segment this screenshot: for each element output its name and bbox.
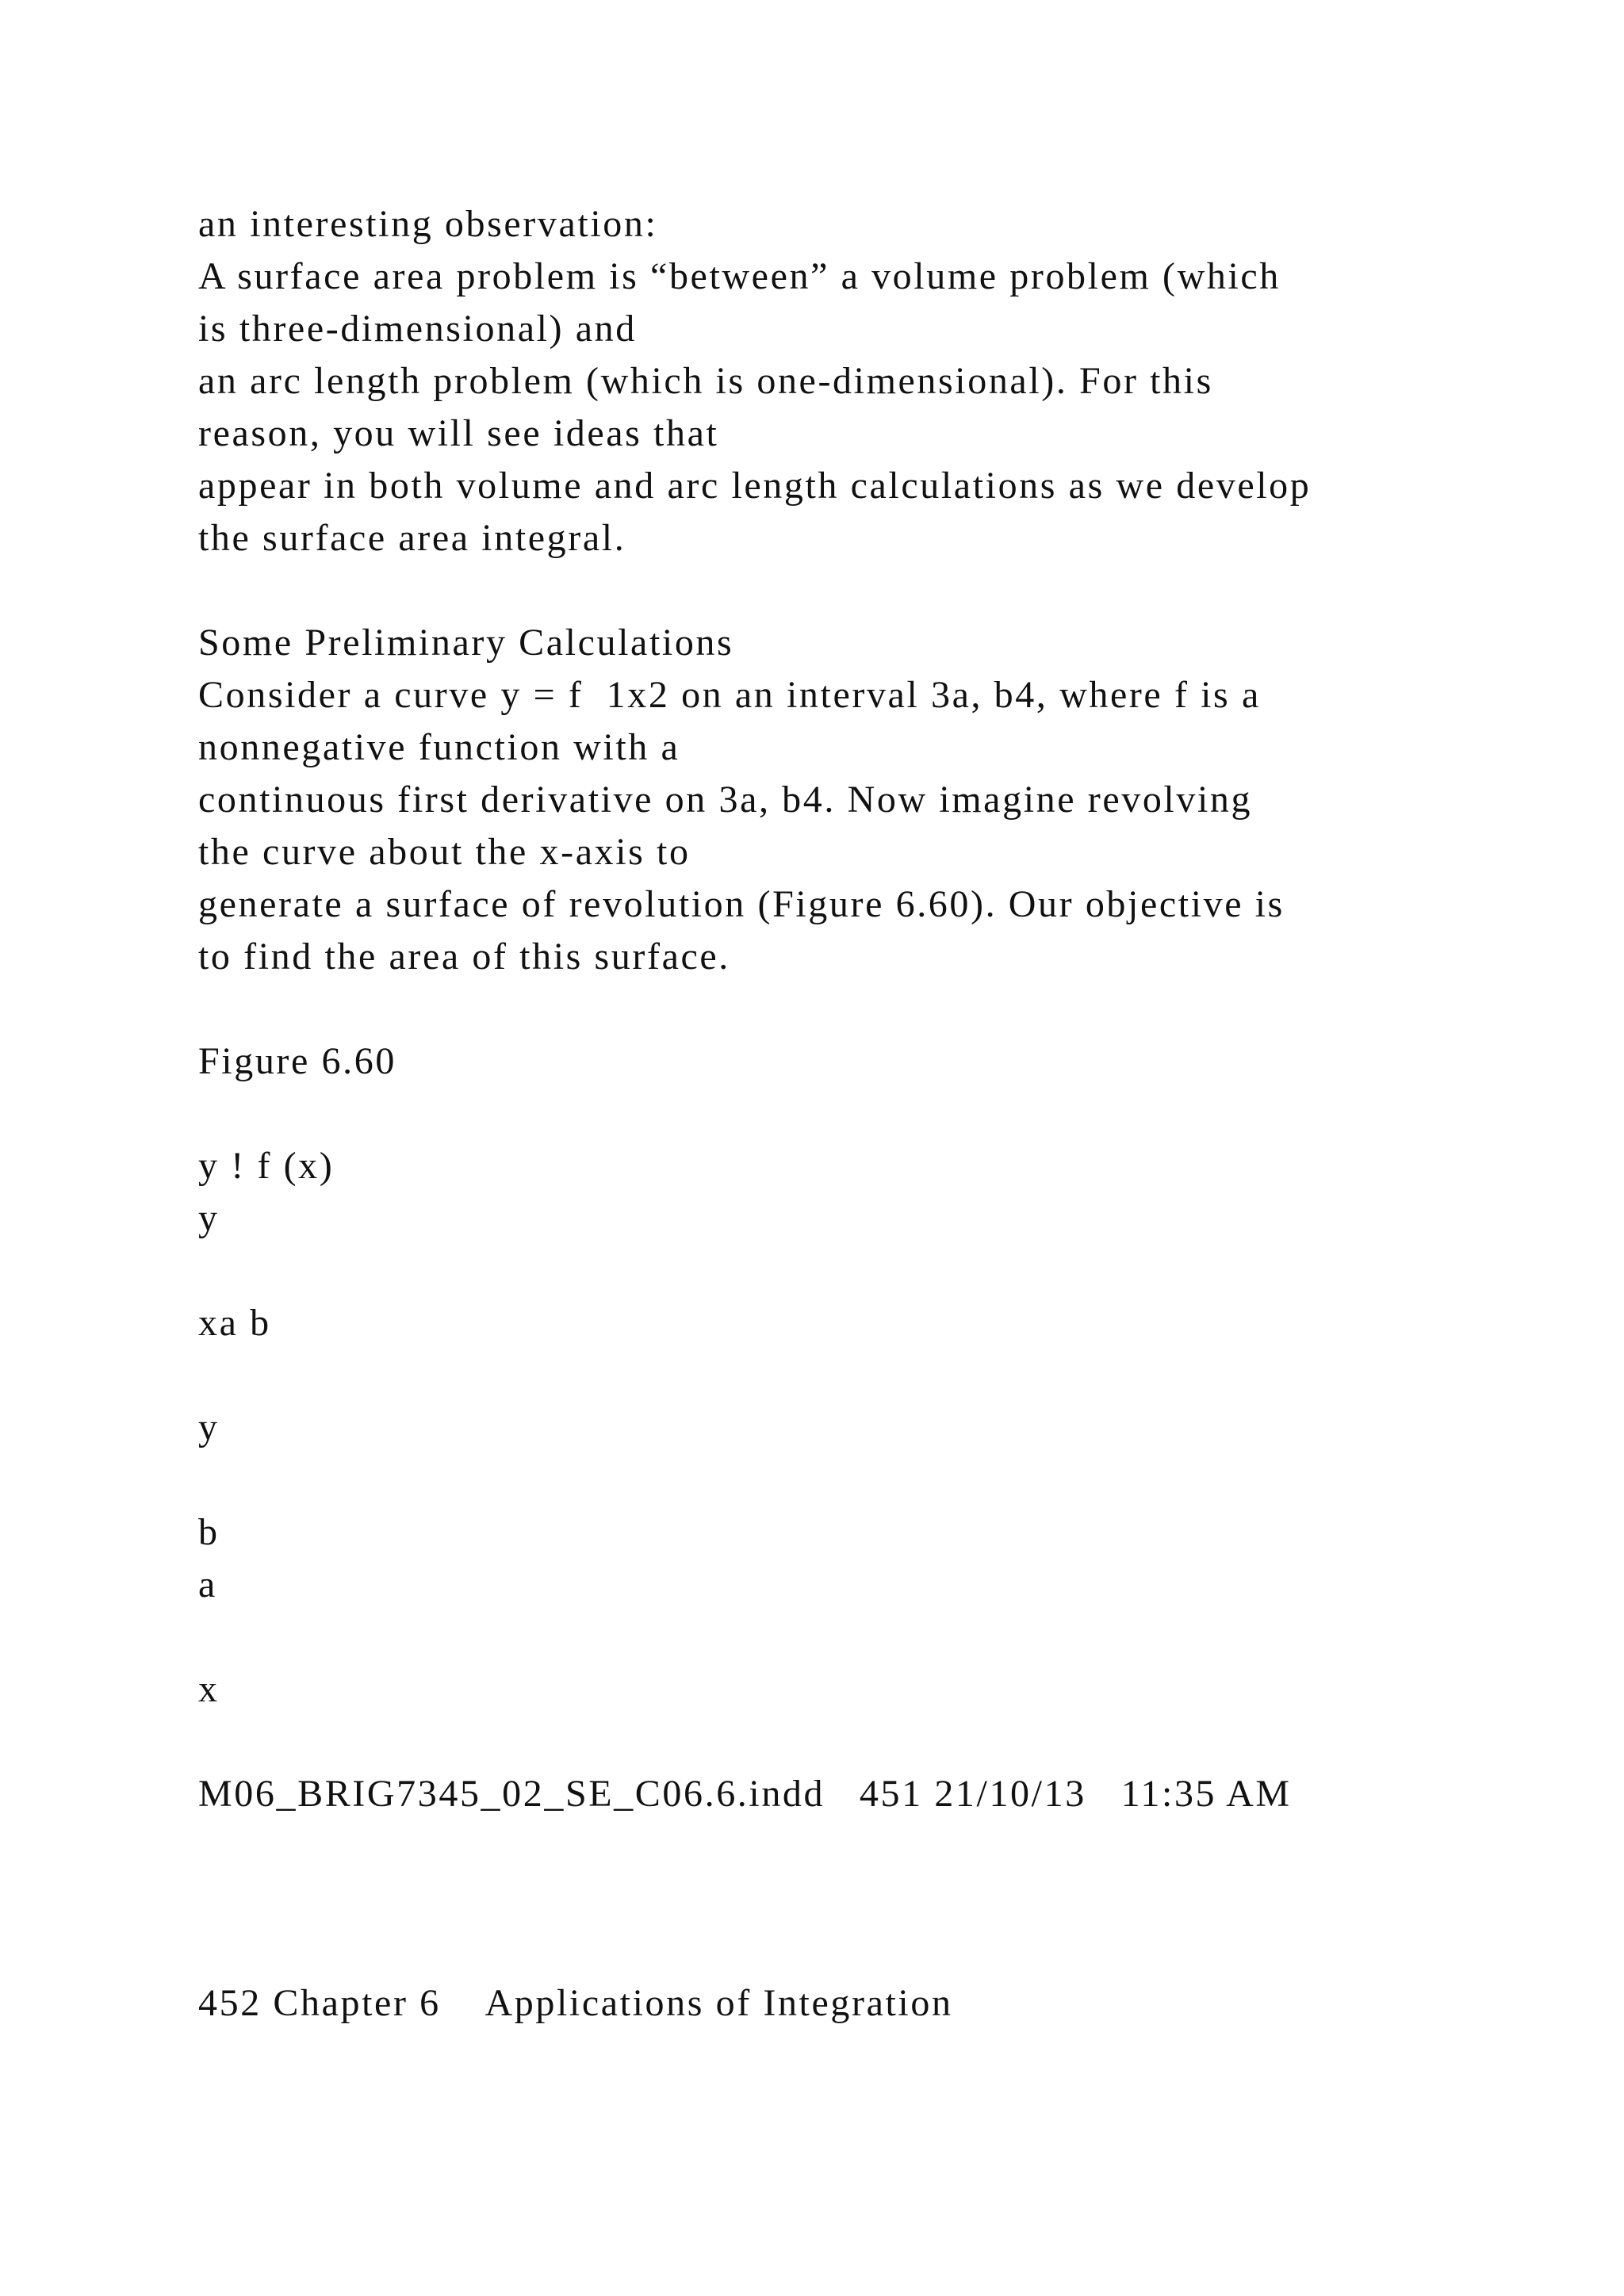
text-line: reason, you will see ideas that — [198, 412, 719, 454]
figure-label: y — [198, 1406, 220, 1448]
text-line: Consider a curve y = f 1x2 on an interval 3a, b4, where f is a — [198, 674, 1261, 716]
text-line: generate a surface of revolution (Figure 6.60). Our objective is — [198, 883, 1285, 925]
figure-label: y — [198, 1197, 220, 1239]
section-heading: Some Preliminary Calculations — [198, 622, 734, 664]
text-line: an interesting observation: — [198, 203, 658, 245]
figure-label: x — [198, 1668, 220, 1710]
text-line: an arc length problem (which is one-dimensional). For this — [198, 360, 1213, 402]
text-line: nonnegative function with a — [198, 726, 680, 768]
text-line: to find the area of this surface. — [198, 936, 730, 978]
figure-label: y ! f (x) — [198, 1145, 335, 1187]
figure-label: a — [198, 1563, 217, 1605]
figure-caption: Figure 6.60 — [198, 1040, 396, 1082]
text-line: the curve about the x-axis to — [198, 831, 691, 873]
file-slug-line: M06_BRIG7345_02_SE_C06.6.indd 451 21/10/13 11:35 AM — [198, 1773, 1292, 1815]
text-line: A surface area problem is “between” a volume problem (which — [198, 255, 1281, 297]
figure-label: xa b — [198, 1302, 271, 1344]
chapter-header: 452 Chapter 6 Applications of Integration — [198, 1982, 953, 2024]
text-line: the surface area integral. — [198, 517, 626, 559]
text-line: continuous first derivative on 3a, b4. Now imagine revolving — [198, 779, 1253, 821]
text-line: is three-dimensional) and — [198, 308, 637, 350]
text-line: appear in both volume and arc length calculations as we develop — [198, 465, 1312, 507]
figure-label: b — [198, 1511, 220, 1553]
